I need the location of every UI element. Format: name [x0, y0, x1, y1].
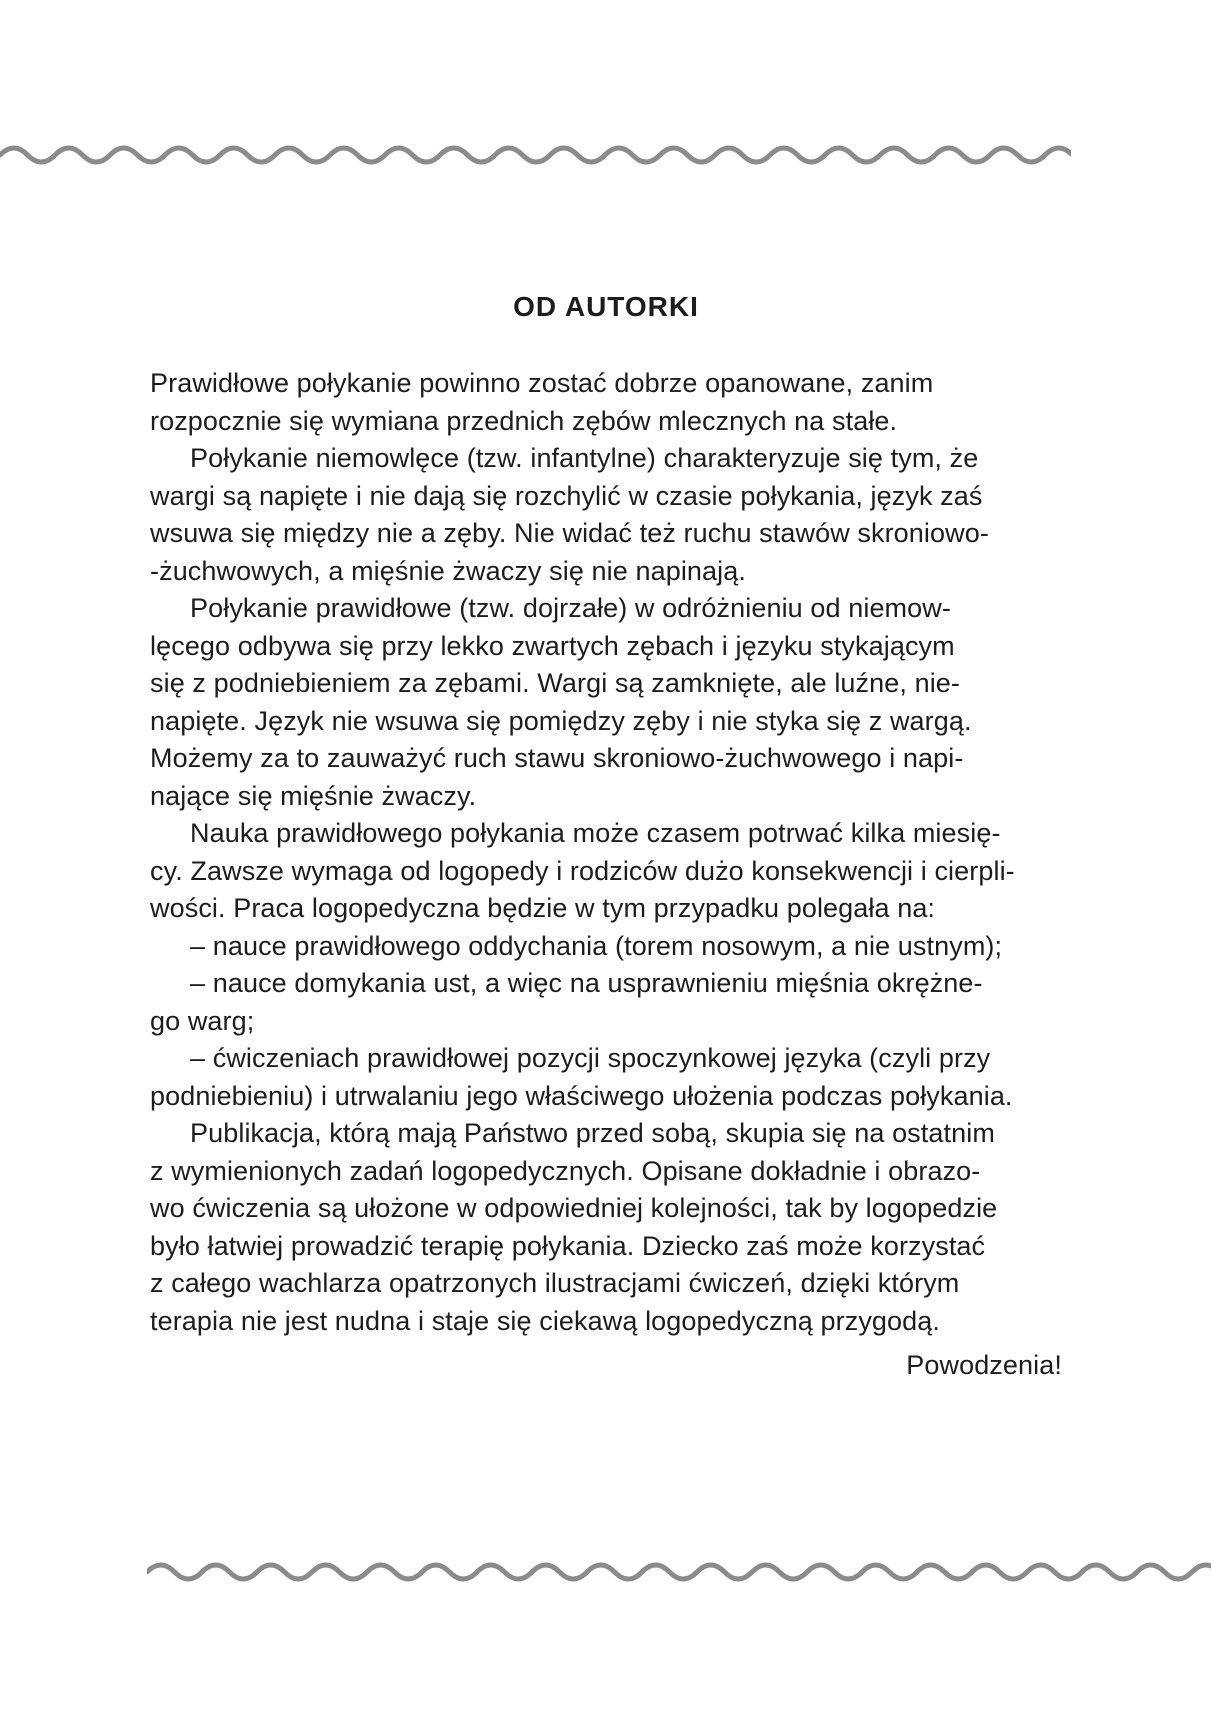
text-line: terapia nie jest nudna i staje się ciekawą logopedyczną przygodą.	[150, 1305, 940, 1336]
text-line: podniebieniu) i utrwalaniu jego właściwego ułożenia podczas połykania.	[150, 1080, 1013, 1111]
text-line: wargi są napięte i nie dają się rozchylić w czasie połykania, język zaś	[150, 480, 983, 511]
text-line: – nauce prawidłowego oddychania (torem nosowym, a nie ustnym);	[190, 930, 1003, 961]
text-line: Możemy za to zauważyć ruch stawu skroniowo-żuchwowego i napi-	[150, 743, 964, 773]
text-line: się z podniebieniem za zębami. Wargi są zamknięte, ale luźne, nie-	[150, 668, 960, 698]
text-line: wo ćwiczenia są ułożone w odpowiedniej kolejności, tak by logopedzie	[150, 1193, 998, 1223]
text-line: – nauce domykania ust, a więc na usprawnieniu mięśnia okrężne-	[190, 968, 983, 998]
text-line: rozpocznie się wymiana przednich zębów mlecznych na stałe.	[150, 405, 898, 436]
text-line: napięte. Język nie wsuwa się pomiędzy zęby i nie styka się z wargą.	[150, 705, 972, 736]
wavy-divider-bottom-icon	[147, 1550, 1211, 1594]
text-line: cy. Zawsze wymaga od logopedy i rodziców dużo konsekwencji i cierpli-	[150, 855, 1015, 886]
text-line: było łatwiej prowadzić terapię połykania. Dziecko zaś może korzystać	[150, 1230, 986, 1261]
text-line: -żuchwowych, a mięśnie żwaczy się nie napinają.	[150, 555, 746, 586]
text-line: wości. Praca logopedyczna będzie w tym przypadku polegała na:	[150, 893, 936, 923]
text-line: lęcego odbywa się przy lekko zwartych zębach i języku stykającym	[150, 630, 955, 661]
text-line: – ćwiczeniach prawidłowej pozycji spoczynkowej języka (czyli przy	[190, 1043, 991, 1073]
text-line: go warg;	[150, 1005, 255, 1036]
text-line: Prawidłowe połykanie powinno zostać dobrze opanowane, zanim	[150, 368, 934, 398]
text-line: Nauka prawidłowego połykania może czasem potrwać kilka miesię-	[190, 818, 1001, 848]
body-text	[150, 365, 1062, 1340]
closing-line: Powodzenia!	[906, 1350, 1062, 1380]
text-line: Połykanie prawidłowe (tzw. dojrzałe) w odróżnieniu od niemow-	[190, 593, 951, 623]
text-line: nające się mięśnie żwaczy.	[150, 780, 477, 811]
text-line: z wymienionych zadań logopedycznych. Opisane dokładnie i obrazo-	[150, 1155, 981, 1186]
text-line: Połykanie niemowlęce (tzw. infantylne) charakteryzuje się tym, że	[190, 443, 979, 473]
page-title: OD AUTORKI	[513, 291, 699, 322]
text-line: wsuwa się między nie a zęby. Nie widać też ruchu stawów skroniowo-	[150, 518, 989, 548]
text-line: Publikacja, którą mają Państwo przed sobą, skupia się na ostatnim	[190, 1118, 995, 1148]
text-line: z całego wachlarza opatrzonych ilustracjami ćwiczeń, dzięki którym	[150, 1268, 960, 1298]
wavy-divider-top-icon	[0, 133, 1071, 177]
